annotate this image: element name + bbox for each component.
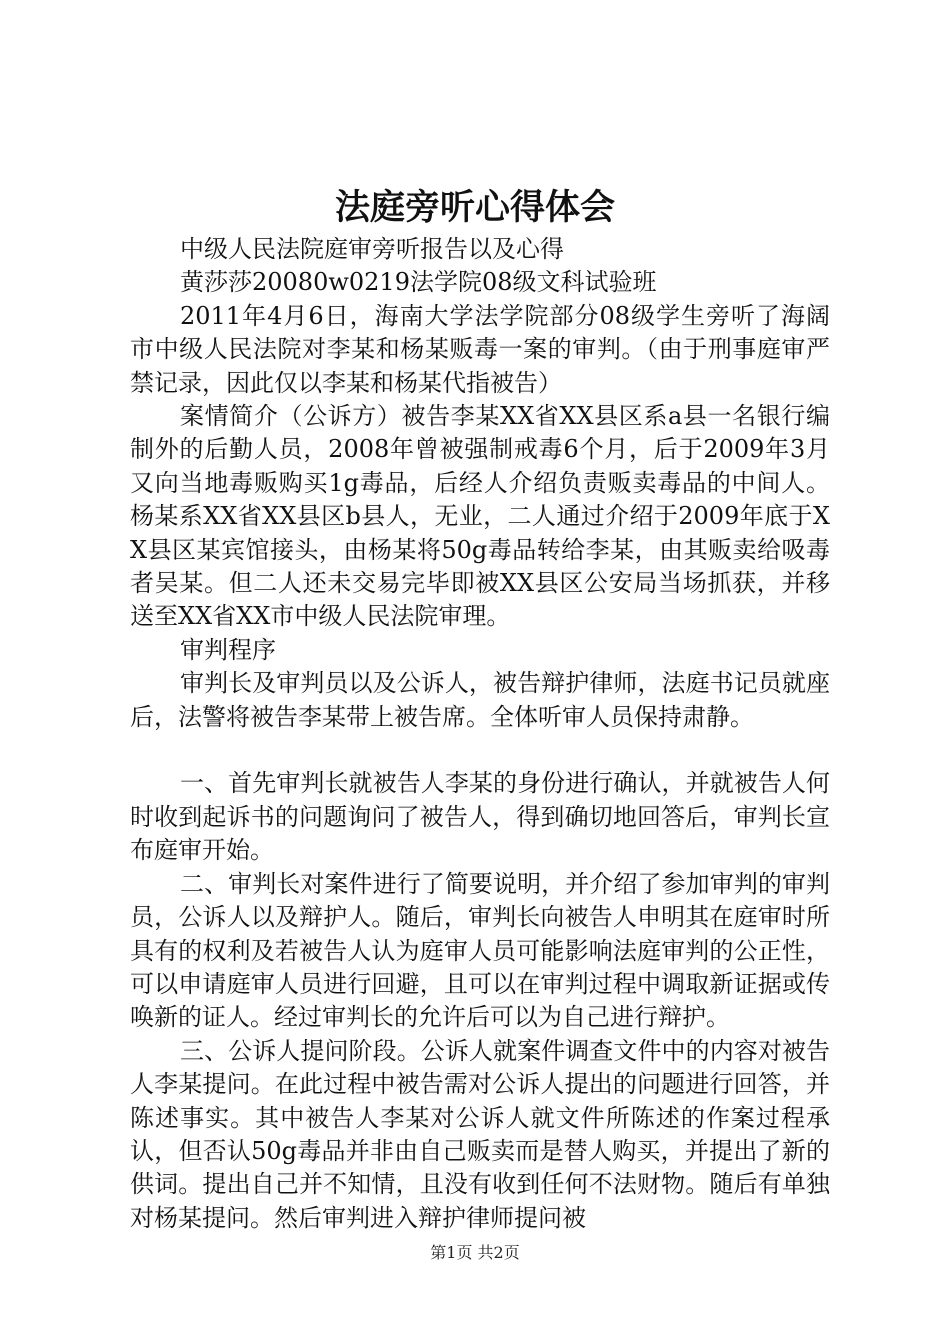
section-heading-procedure: 审判程序 — [180, 635, 276, 664]
paragraph-step-two: 二、审判长对案件进行了简要说明，并介绍了参加审判的审判员，公诉人以及辩护人。随后，审判长向被告人申明其在庭审时所具有的权利及若被告人认为庭审人员可能影响法庭审判的公正性，可以申请庭审人员进行回避，且可以在审判过程中调取新证据或传唤新的证人。经过审判长的允许后可以为自己进行辩护。 — [130, 869, 830, 1032]
paragraph-case-summary: 案情简介（公诉方）被告李某XX省XX县区系a县一名银行编制外的后勤人员，2008年曾被强制戒毒6个月，后于2009年3月又向当地毒贩购买1g毒品，后经人介绍负责贩卖毒品的中间人。杨某系XX省XX县区b县人，无业，二人通过介绍于2009年底于XX县区某宾馆接头，由杨某将50g毒品转给李某，由其贩卖给吸毒者吴某。但二人还未交易完毕即被XX县区公安局当场抓获，并移送至XX省XX市中级人民法院审理。 — [130, 402, 830, 631]
report-subtitle: 中级人民法院庭审旁听报告以及心得 — [180, 235, 564, 263]
blank-line — [130, 734, 830, 767]
paragraph-step-three: 三、公诉人提问阶段。公诉人就案件调查文件中的内容对被告人李某提问。在此过程中被告需对公诉人提出的问题进行回答，并陈述事实。其中被告人李某对公诉人就文件所陈述的作案过程承认，但否认50g毒品并非由自己贩卖而是替人购买，并提出了新的供词。提出自己并不知情，且没有收到任何不法财物。随后有单独对杨某提问。然后审判进入辩护律师提问被 — [130, 1036, 830, 1232]
document-title: 法庭旁听心得体会 — [334, 187, 615, 228]
document-body — [130, 233, 830, 1235]
author-line: 黄莎莎20080w0219法学院08级文科试验班 — [180, 268, 657, 297]
paragraph-intro: 2011年4月6日，海南大学法学院部分08级学生旁听了海阔市中级人民法院对李某和杨某贩毒一案的审判。（由于刑事庭审严禁记录，因此仅以李某和杨某代指被告） — [130, 301, 830, 397]
page-footer: 第1页 共2页 — [430, 1243, 520, 1262]
paragraph-seating: 审判长及审判员以及公诉人，被告辩护律师，法庭书记员就座后，法警将被告李某带上被告席。全体听审人员保持肃静。 — [130, 669, 830, 731]
paragraph-step-one: 一、首先审判长就被告人李某的身份进行确认，并就被告人何时收到起诉书的问题询问了被告人，得到确切地回答后，审判长宣布庭审开始。 — [130, 769, 830, 865]
